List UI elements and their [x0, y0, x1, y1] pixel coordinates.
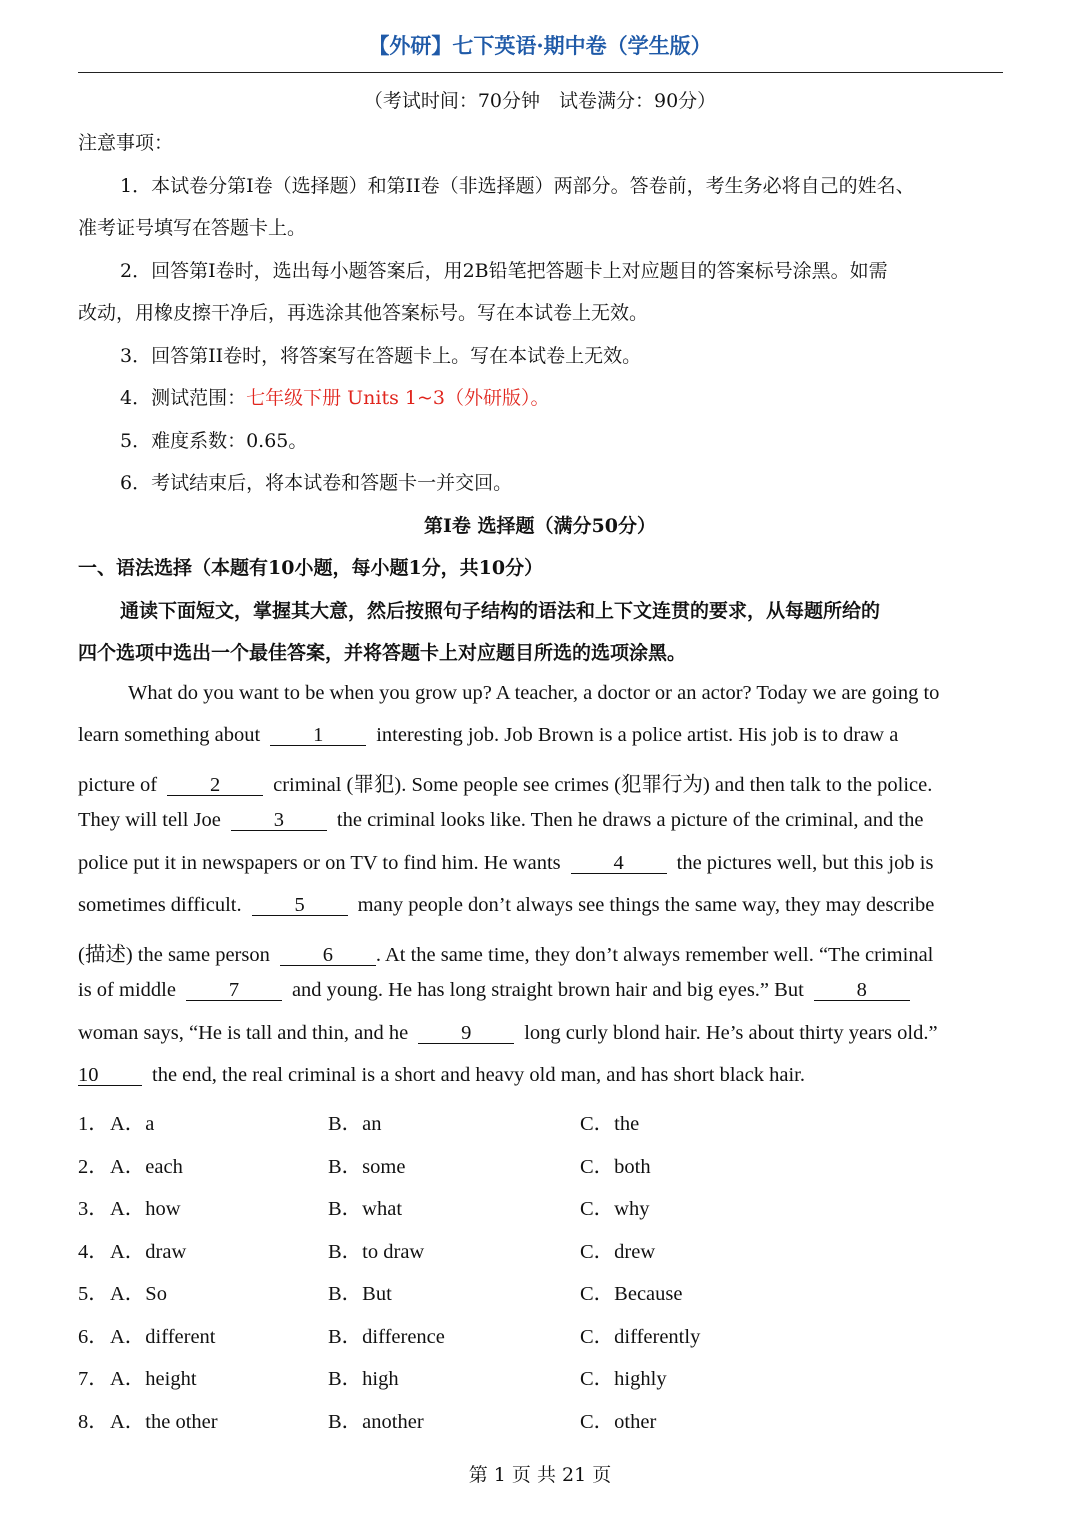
header-divider — [78, 72, 1003, 73]
header-title: 【外研】七下英语·期中卷（学生版） — [368, 33, 712, 58]
notice-item-4 — [120, 383, 549, 410]
section-1-instruction-line-1: 通读下面短文，掌握其大意，然后按照句子结构的语法和上下文连贯的要求，从每题所给的 — [120, 600, 881, 622]
passage-line-10 — [78, 1064, 805, 1087]
option-b[interactable]: B．an — [328, 1113, 382, 1135]
passage-line-7 — [78, 937, 933, 967]
option-a[interactable]: A．So — [110, 1283, 167, 1305]
option-a[interactable]: A．each — [110, 1156, 183, 1178]
passage-line-8 — [78, 979, 920, 1002]
blank-3[interactable]: 3 — [231, 810, 327, 831]
blank-10[interactable]: 10 — [78, 1065, 142, 1086]
option-b[interactable]: B．difference — [328, 1326, 445, 1348]
section-1-title: 一、语法选择（本题有10小题，每小题1分，共10分） — [78, 557, 544, 579]
question-number: 1． — [78, 1113, 109, 1135]
blank-4[interactable]: 4 — [571, 853, 667, 874]
passage-text: They will tell Joe — [78, 809, 221, 831]
part-1-title: 第I卷 选择题（满分50分） — [424, 515, 656, 537]
option-a[interactable]: A．draw — [110, 1241, 187, 1263]
option-c[interactable]: C．why — [580, 1198, 650, 1220]
passage-text: the criminal looks like. Then he draws a picture of the criminal, and the — [336, 809, 924, 831]
blank-6[interactable]: 6 — [280, 945, 376, 966]
page-footer: 第 1 页 共 21 页 — [468, 1464, 612, 1486]
notice-item-4-prefix: 4．测试范围： — [120, 387, 247, 409]
passage-line-1: What do you want to be when you grow up? A teacher, a doctor or an actor? Today we are going to — [128, 682, 940, 704]
option-c[interactable]: C．other — [580, 1411, 657, 1433]
passage-text: long curly blond hair. He’s about thirty years old.” — [524, 1022, 938, 1044]
passage-line-9 — [78, 1022, 938, 1045]
question-number: 6． — [78, 1326, 109, 1348]
option-c[interactable]: C．both — [580, 1156, 651, 1178]
notice-item-5: 5．难度系数：0.65。 — [120, 430, 308, 452]
question-number: 5． — [78, 1283, 109, 1305]
passage-text: learn something about — [78, 724, 261, 746]
option-b[interactable]: B．But — [328, 1283, 392, 1305]
passage-line-5 — [78, 852, 933, 875]
notice-item-1-line-1: 1．本试卷分第I卷（选择题）和第II卷（非选择题）两部分。答卷前，考生务必将自己的姓名、 — [120, 175, 915, 197]
passage-text: and young. He has long straight brown hair and big eyes.” But — [291, 979, 804, 1001]
passage-text: interesting job. Job Brown is a police artist. His job is to draw a — [376, 724, 899, 746]
option-a[interactable]: A．different — [110, 1326, 216, 1348]
passage-text: many people don’t always see things the same way, they may describe — [357, 894, 935, 916]
option-c[interactable]: C．drew — [580, 1241, 656, 1263]
passage-line-2 — [78, 724, 898, 747]
notice-item-3: 3．回答第II卷时，将答案写在答题卡上。写在本试卷上无效。 — [120, 345, 642, 367]
passage-line-6 — [78, 894, 934, 917]
passage-text: the end, the real criminal is a short and heavy old man, and has short black hair. — [152, 1064, 805, 1086]
option-c[interactable]: C．highly — [580, 1368, 667, 1390]
blank-7[interactable]: 7 — [186, 980, 282, 1001]
notice-item-1-line-2: 准考证号填写在答题卡上。 — [78, 217, 307, 239]
option-c[interactable]: C．Because — [580, 1283, 683, 1305]
passage-text: the pictures well, but this job is — [676, 852, 934, 874]
option-a[interactable]: A．a — [110, 1113, 155, 1135]
passage-text: (描述) the same person — [78, 944, 270, 966]
option-a[interactable]: A．the other — [110, 1411, 218, 1433]
notice-item-6: 6．考试结束后，将本试卷和答题卡一并交回。 — [120, 472, 513, 494]
question-number: 2． — [78, 1156, 109, 1178]
notice-heading: 注意事项： — [78, 132, 174, 154]
notice-item-2-line-1: 2．回答第I卷时，选出每小题答案后，用2B铅笔把答题卡上对应题目的答案标号涂黑。如需 — [120, 260, 888, 282]
passage-text: woman says, “He is tall and thin, and he — [78, 1022, 409, 1044]
passage-text: police put it in newspapers or on TV to find him. He wants — [78, 852, 561, 874]
question-number: 8． — [78, 1411, 109, 1433]
option-b[interactable]: B．what — [328, 1198, 403, 1220]
option-b[interactable]: B．to draw — [328, 1241, 425, 1263]
passage-text: picture of — [78, 774, 158, 796]
passage-text: is of middle — [78, 979, 176, 1001]
passage-line-3 — [78, 767, 932, 797]
question-number: 3． — [78, 1198, 109, 1220]
question-number: 7． — [78, 1368, 109, 1390]
passage-text: criminal (罪犯). Some people see crimes (犯罪行为) and then talk to the police. — [273, 774, 933, 796]
blank-2[interactable]: 2 — [167, 775, 263, 796]
notice-item-2-line-2: 改动，用橡皮擦干净后，再选涂其他答案标号。写在本试卷上无效。 — [78, 302, 649, 324]
blank-8[interactable]: 8 — [814, 980, 910, 1001]
passage-line-4 — [78, 809, 923, 832]
option-c[interactable]: C．the — [580, 1113, 640, 1135]
question-number: 4． — [78, 1241, 109, 1263]
exam-info: （考试时间：70分钟 试卷满分：90分） — [363, 90, 717, 112]
passage-text: . At the same time, they don’t always remember well. “The criminal — [375, 944, 934, 966]
section-1-instruction-line-2: 四个选项中选出一个最佳答案，并将答题卡上对应题目所选的选项涂黑。 — [78, 642, 687, 664]
option-b[interactable]: B．high — [328, 1368, 399, 1390]
blank-5[interactable]: 5 — [252, 895, 348, 916]
test-range: 七年级下册 Units 1~3（外研版）。 — [246, 387, 550, 409]
option-a[interactable]: A．how — [110, 1198, 181, 1220]
option-a[interactable]: A．height — [110, 1368, 197, 1390]
blank-1[interactable]: 1 — [270, 725, 366, 746]
blank-9[interactable]: 9 — [418, 1023, 514, 1044]
option-c[interactable]: C．differently — [580, 1326, 701, 1348]
option-b[interactable]: B．another — [328, 1411, 424, 1433]
option-b[interactable]: B．some — [328, 1156, 406, 1178]
passage-text: sometimes difficult. — [78, 894, 242, 916]
